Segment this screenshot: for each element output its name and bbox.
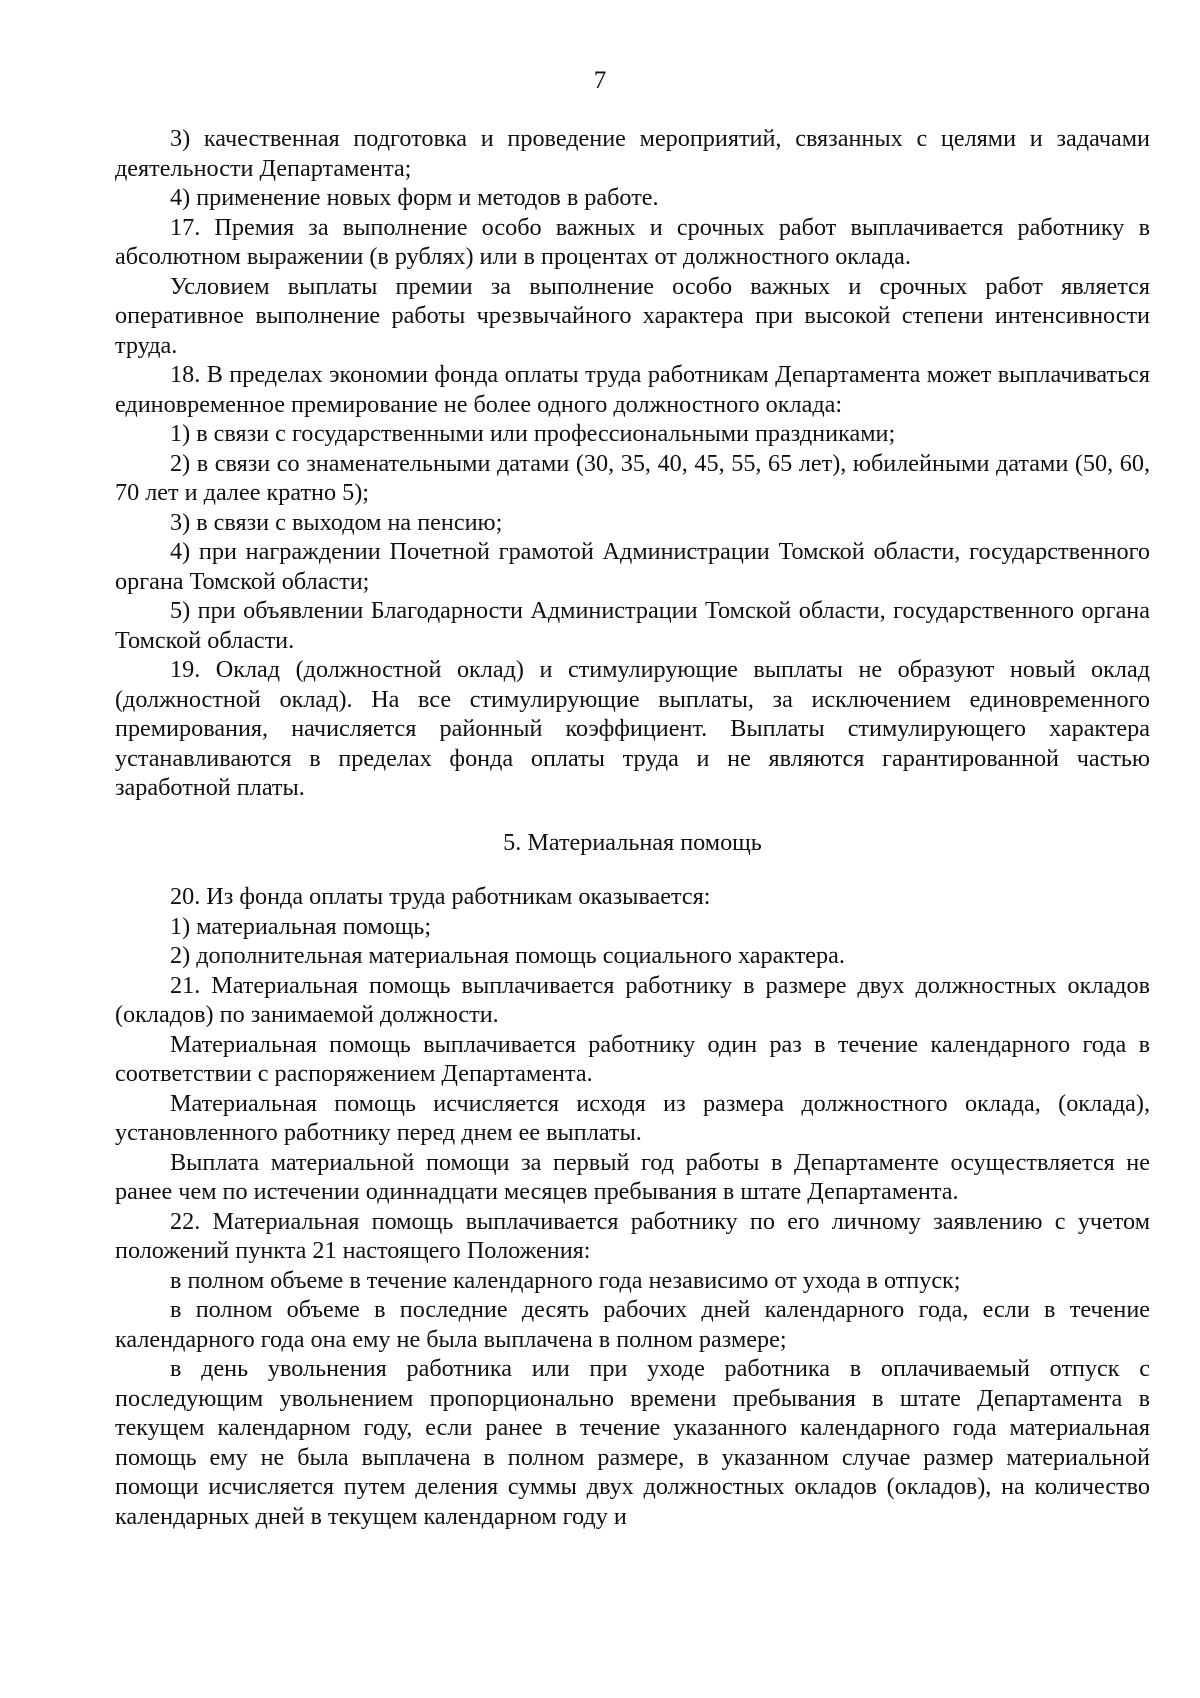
paragraph: 21. Материальная помощь выплачивается работнику в размере двух должностных окладов (окладов) по занимаемой должности. (115, 971, 1150, 1028)
paragraph: 3) качественная подготовка и проведение мероприятий, связанных с целями и задачами деятельности Департамента; (115, 125, 1150, 182)
paragraph: 4) применение новых форм и методов в работе. (170, 184, 659, 211)
paragraph: 22. Материальная помощь выплачивается работнику по его личному заявлению с учетом положений пункта 21 настоящего Положения: (115, 1207, 1150, 1264)
section-title: 5. Материальная помощь (503, 828, 762, 856)
paragraph: 2) в связи со знаменательными датами (30, 35, 40, 45, 55, 65 лет), юбилейными датами (50, 60, 70 лет и далее кратно 5); (115, 449, 1150, 506)
paragraph: 19. Оклад (должностной оклад) и стимулирующие выплаты не образуют новый оклад (должностной оклад). На все стимулирующие выплаты, за исключением единовременного премирования, начисляется районный коэффициент. Выплаты стимулирующего характера устанавливаются в пределах фонда оплаты труда и не являются гарантированной частью заработной платы. (115, 656, 1150, 801)
paragraph: 18. В пределах экономии фонда оплаты труда работникам Департамента может выплачиваться единовременное премирование не более одного должностного оклада: (115, 361, 1150, 418)
paragraph: 20. Из фонда оплаты труда работникам оказывается: (170, 883, 711, 910)
paragraph: 3) в связи с выходом на пенсию; (170, 508, 503, 536)
paragraph: в день увольнения работника или при уходе работника в оплачиваемый отпуск с последующим увольнением пропорционально времени пребывания в штате Департамента в текущем календарном году, если ранее в течение указанного календарного года материальная помощь ему не была выплачена в полном размере, в указанном случае размер материальной помощи исчисляется путем деления суммы двух должностных окладов (окладов), на количество календарных дней в текущем календарном году и (115, 1355, 1150, 1530)
paragraph: 17. Премия за выполнение особо важных и срочных работ выплачивается работнику в абсолютном выражении (в рублях) или в процентах от должностного оклада. (115, 213, 1150, 270)
paragraph: 2) дополнительная материальная помощь социального характера. (170, 942, 845, 969)
paragraph: Условием выплаты премии за выполнение особо важных и срочных работ является оперативное выполнение работы чрезвычайного характера при высокой степени интенсивности труда. (115, 272, 1150, 359)
paragraph: 5) при объявлении Благодарности Администрации Томской области, государственного органа Томской области. (115, 597, 1150, 654)
paragraph: Выплата материальной помощи за первый год работы в Департаменте осуществляется не ранее чем по истечении одиннадцати месяцев пребывания в штате Департамента. (115, 1148, 1150, 1205)
paragraph: Материальная помощь выплачивается работнику один раз в течение календарного года в соответствии с распоряжением Департамента. (115, 1030, 1150, 1087)
paragraph: 1) в связи с государственными или профессиональными праздниками; (170, 420, 896, 447)
paragraph: в полном объеме в течение календарного года независимо от ухода в отпуск; (170, 1266, 961, 1294)
document-body (115, 124, 1150, 1531)
paragraph: в полном объеме в последние десять рабочих дней календарного года, если в течение календарного года она ему не была выплачена в полном размере; (115, 1296, 1150, 1353)
paragraph: 4) при награждении Почетной грамотой Администрации Томской области, государственного органа Томской области; (115, 538, 1150, 595)
paragraph: Материальная помощь исчисляется исходя из размера должностного оклада, (оклада), установленного работнику перед днем ее выплаты. (115, 1089, 1150, 1146)
page-number: 7 (593, 67, 607, 94)
paragraph: 1) материальная помощь; (170, 912, 432, 940)
